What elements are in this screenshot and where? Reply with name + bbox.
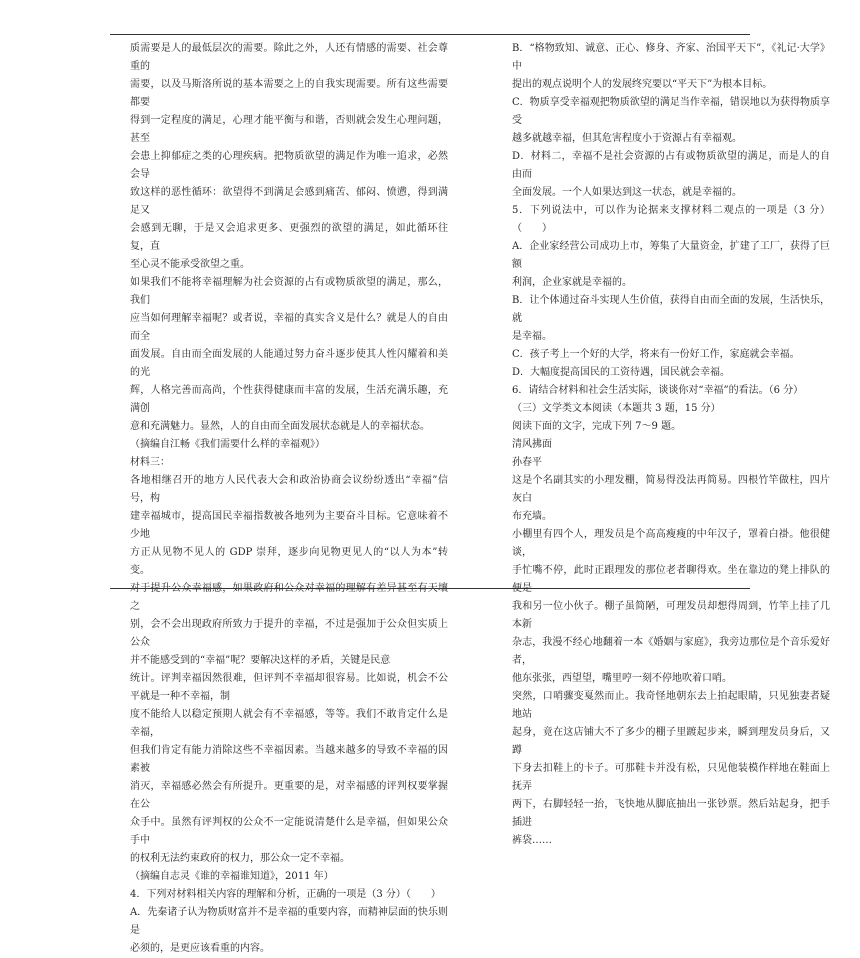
text-line: 面发展。自由而全面发展的人能通过努力奋斗逐步使其人性闪耀着和美的光 — [130, 349, 448, 378]
text-line: 质需要是人的最低层次的需要。除此之外，人还有情感的需要、社会尊重的 — [130, 43, 448, 72]
text-line: 度不能给人以稳定预期人就会有不幸福感，等等。我们不敢肯定什么是幸福， — [130, 709, 448, 738]
text-line: 两下，右脚轻轻一抬，飞快地从脚底抽出一张钞票。然后站起身，把手插进 — [512, 799, 830, 828]
text-line: （三）文学类文本阅读（本题共 3 题，15 分） — [512, 403, 721, 414]
text-line: 必须的，是更应该看重的内容。 — [130, 943, 270, 954]
text-line: 起身，竟在这店铺大不了多少的棚子里踱起步来，瞬到理发员身后，又蹲 — [512, 727, 830, 756]
text-line: 阅读下面的文字，完成下列 7～9 题。 — [512, 421, 682, 432]
text-line: 手忙嘴不停，此时正跟理发的那位老者聊得欢。坐在靠边的凳上排队的 — [512, 565, 830, 576]
text-line: 杂志，我漫不经心地翻着一本《婚姻与家庭》，我旁边那位是个音乐爱好者， — [512, 637, 830, 666]
text-line: 利润，企业家就是幸福的。 — [512, 277, 632, 288]
text-line: 5．下列说法中，可以作为论据来支撑材料二观点的一项是（3 分）（ ） — [512, 205, 830, 234]
text-line: 消灭，幸福感必然会有所提升。更重要的是，对幸福感的评判权要掌握在公 — [130, 781, 448, 810]
text-line: 如果我们不能将幸福理解为社会资源的占有或物质欲望的满足，那么，我们 — [130, 277, 448, 306]
text-line: 统计。评判幸福因然很难，但评判不幸福却很容易。比如说，机会不公平就是一种不幸福，制 — [130, 673, 448, 702]
top-rule — [110, 34, 750, 35]
text-line: 但我们肯定有能力消除这些不幸福因素。当越来越多的导致不幸福的因素被 — [130, 745, 448, 774]
text-line: 会患上抑郁症之类的心理疾病。把物质欲望的满足作为唯一追求，必然会导 — [130, 151, 448, 180]
text-line: D．大幅度提高国民的工资待遇，国民就会幸福。 — [512, 367, 731, 378]
text-line: 别，会不会出现政府所致力于提升的幸福，不过是强加于公众但实质上公众 — [130, 619, 448, 648]
text-line: 众手中。虽然有评判权的公众不一定能说清楚什么是幸福，但如果公众手中 — [130, 817, 448, 846]
text-line: 是幸福。 — [512, 331, 552, 342]
text-line: 方正从见物不见人的 GDP 崇拜，逐步向见物更见人的“以人为本”转变。 — [130, 547, 448, 576]
text-line: 材料三： — [130, 457, 170, 468]
text-line: 突然，口哨骤变戛然而止。我奇怪地朝东去上拍起眼睛，只见独妻者疑地站 — [512, 691, 830, 720]
right-column — [512, 40, 830, 850]
text-line: 并不能感受到的“幸福”呢？要解决这样的矛盾，关键是民意 — [130, 655, 391, 666]
text-line: 之 — [130, 601, 140, 612]
text-line: 孙春平 — [512, 457, 542, 468]
text-line: 会感到无聊，于是又会追求更多、更强烈的欲望的满足，如此循环往复，直 — [130, 223, 448, 252]
text-line: D．材料二，幸福不是社会资源的占有或物质欲望的满足，而是人的自由而 — [512, 151, 830, 180]
text-line: 4．下列对材料相关内容的理解和分析，正确的一项是（3 分）（ ） — [130, 889, 441, 900]
text-line: 清风拂面 — [512, 439, 552, 450]
text-line: 辉，人格完善而高尚，个性获得健康而丰富的发展，生活充满乐趣，充满创 — [130, 385, 448, 414]
text-line: A．先秦诸子认为物质财富并不是幸福的重要内容，而精神层面的快乐则是 — [130, 907, 448, 936]
text-line: 应当如何理解幸福呢？或者说，幸福的真实含义是什么？就是人的自由而全 — [130, 313, 448, 342]
left-column — [130, 40, 448, 958]
text-line: B．让个体通过奋斗实现人生价值，获得自由而全面的发展，生活快乐，就 — [512, 295, 830, 324]
text-line: B．“格物致知、诚意、正心、修身、齐家、治国平天下”，《礼记·大学》中 — [512, 43, 830, 72]
text-line: 他东张张，西望望，嘴里哼一刻不停地吹着口哨。 — [512, 673, 732, 684]
text-line: 的权利无法约束政府的权力，那公众一定不幸福。 — [130, 853, 350, 864]
text-line: 全面发展。一个人如果达到这一状态，就是幸福的。 — [512, 187, 742, 198]
text-line: 建幸福城市，提高国民幸福指数被各地列为主要奋斗目标。它意味着不少地 — [130, 511, 448, 540]
text-line: 得到一定程度的满足，心理才能平衡与和谐，否则就会发生心理问题，甚至 — [130, 115, 448, 144]
bottom-rule — [110, 588, 750, 589]
text-line: 越多就越幸福，但其危害程度小于资源占有幸福观。 — [512, 133, 742, 144]
text-line: 至心灵不能承受欲望之重。 — [130, 259, 250, 270]
text-line: 我和另一位小伙子。棚子虽简陋，可理发员却想得周到，竹竿上挂了几本新 — [512, 601, 830, 630]
text-line: （摘编自江畅《我们需要什么样的幸福观》） — [130, 439, 325, 450]
text-line: 6．请结合材料和社会生活实际，谈谈你对“幸福”的看法。（6 分） — [512, 385, 804, 396]
text-line: A．企业家经营公司成功上市，筹集了大量资金，扩建了工厂，获得了巨额 — [512, 241, 830, 270]
text-line: C．物质享受幸福观把物质欲望的满足当作幸福，错误地以为获得物质享受 — [512, 97, 830, 126]
text-line: 裤袋…… — [512, 835, 552, 846]
text-line: 意和充满魅力。显然，人的自由而全面发展状态就是人的幸福状态。 — [130, 421, 430, 432]
text-line: 布充墙。 — [512, 511, 552, 522]
text-line: 提出的观点说明个人的发展终究要以“平天下”为根本目标。 — [512, 79, 773, 90]
text-line: 各地相继召开的地方人民代表大会和政治协商会议纷纷透出“幸福”信号，构 — [130, 475, 448, 504]
text-line: 这是个名副其实的小理发棚，简易得没法再简易。四根竹竿做柱，四片灰白 — [512, 475, 830, 504]
text-line: 小棚里有四个人，理发员是个高高瘦瘦的中年汉子，罩着白褂。他很健谈， — [512, 529, 830, 558]
text-line: （摘编自志灵《谁的幸福谁知道》，2011 年） — [130, 871, 334, 882]
text-line: C．孩子考上一个好的大学，将来有一份好工作，家庭就会幸福。 — [512, 349, 800, 360]
text-line: 下身去扣鞋上的卡子。可那鞋卡并没有松，只见他装模作样地在鞋面上抚弄 — [512, 763, 830, 792]
text-line: 需要，以及马斯洛所说的基本需要之上的自我实现需要。所有这些需要都要 — [130, 79, 448, 108]
text-line: 致这样的恶性循环：欲望得不到满足会感到痛苦、郁闷、愤懑，得到满足又 — [130, 187, 448, 216]
